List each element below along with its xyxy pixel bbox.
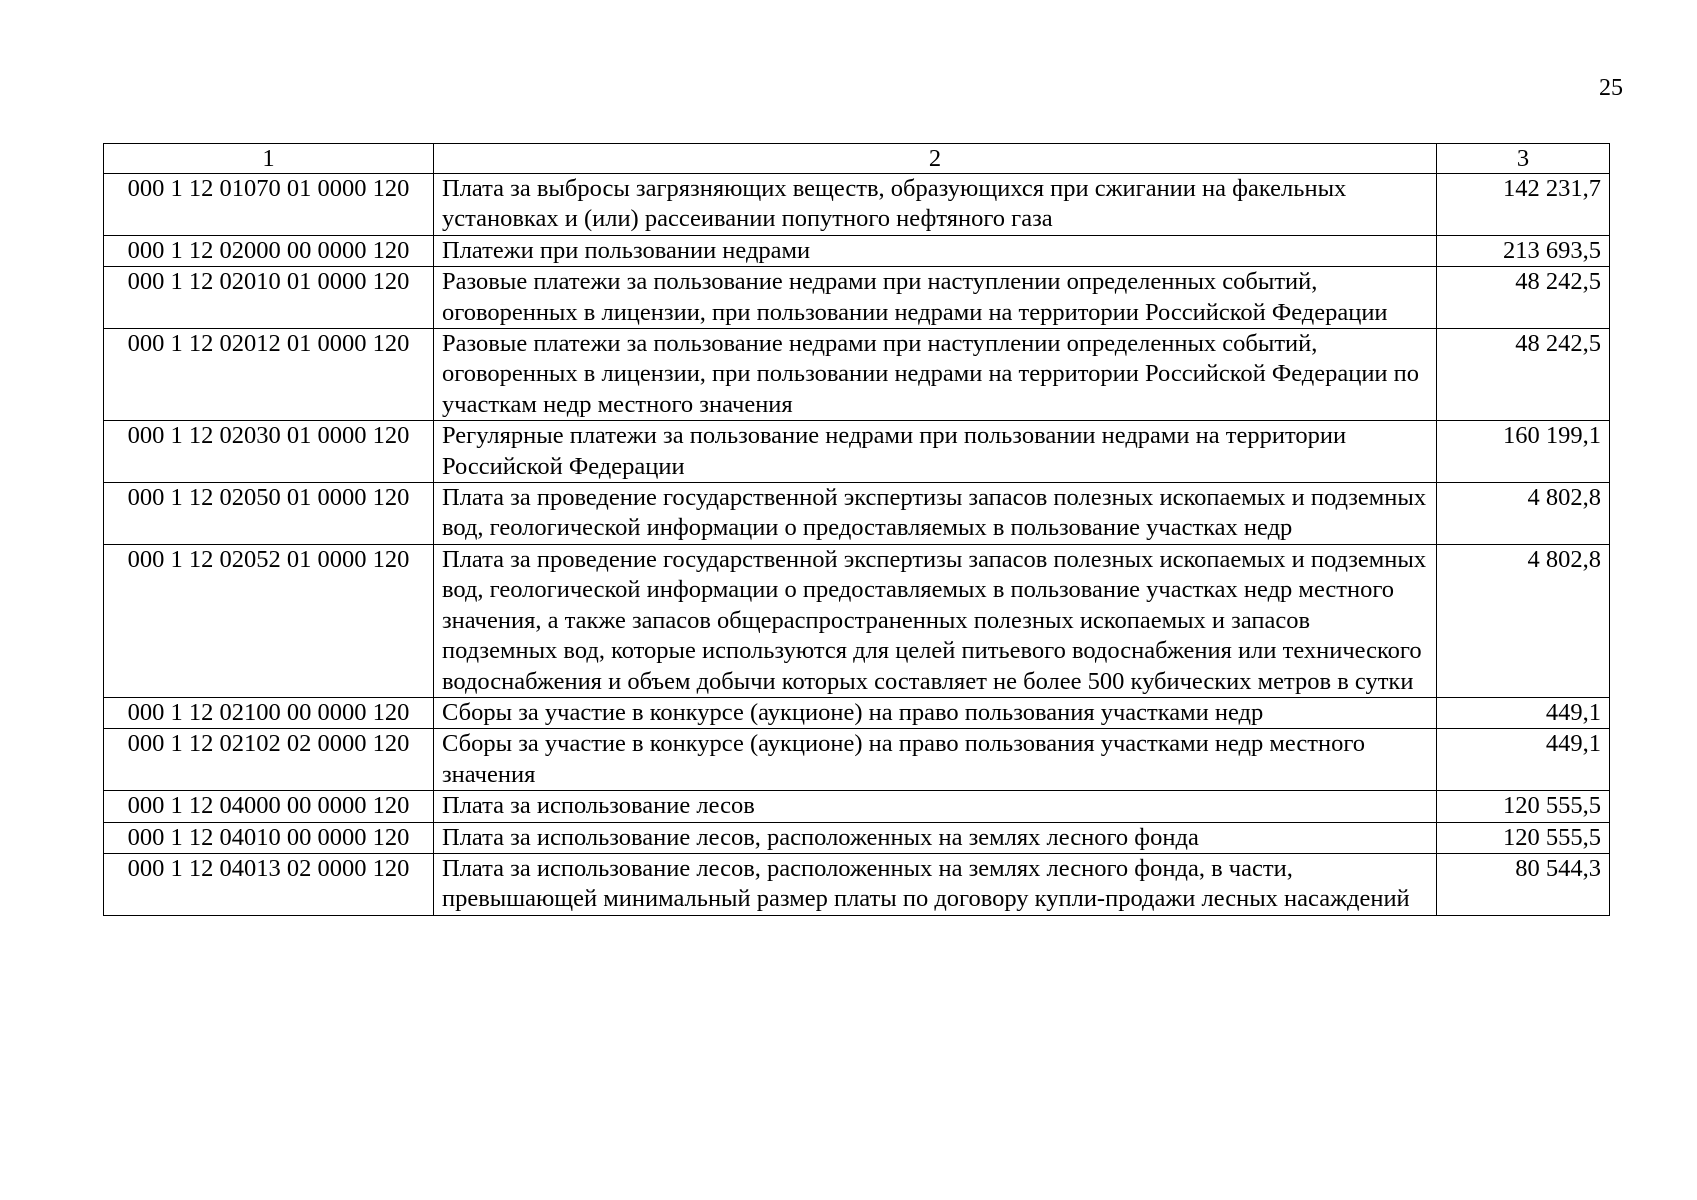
row-name: Плата за проведение государственной экспертизы запасов полезных ископаемых и подземных вод, геологической информации о предоставляемых в пользование участках недр местного значения, а также запасов общераспространенных полезных ископаемых и запасов подземных вод, которые используются для целей питьевого водоснабжения или технического водоснабжения и объем добычи которых составляет не более 500 кубических метров в сутки	[434, 544, 1437, 697]
row-code: 000 1 12 02012 01 0000 120	[104, 329, 434, 421]
row-amount: 4 802,8	[1437, 544, 1610, 697]
row-code: 000 1 12 02102 02 0000 120	[104, 729, 434, 791]
row-amount: 48 242,5	[1437, 267, 1610, 329]
table-row	[104, 729, 1610, 791]
table-header	[104, 144, 1610, 174]
row-code: 000 1 12 01070 01 0000 120	[104, 174, 434, 236]
table-row	[104, 544, 1610, 697]
header-col-name: 2	[434, 144, 1437, 174]
row-amount: 120 555,5	[1437, 791, 1610, 822]
table-row	[104, 853, 1610, 915]
row-code: 000 1 12 02000 00 0000 120	[104, 235, 434, 266]
row-name: Регулярные платежи за пользование недрами при пользовании недрами на территории Российской Федерации	[434, 421, 1437, 483]
row-code: 000 1 12 04000 00 0000 120	[104, 791, 434, 822]
header-col-amount: 3	[1437, 144, 1610, 174]
row-amount: 48 242,5	[1437, 329, 1610, 421]
row-name: Плата за проведение государственной экспертизы запасов полезных ископаемых и подземных вод, геологической информации о предоставляемых в пользование участках недр	[434, 483, 1437, 545]
row-code: 000 1 12 04013 02 0000 120	[104, 853, 434, 915]
row-name: Плата за использование лесов, расположенных на землях лесного фонда, в части, превышающей минимальный размер платы по договору купли-продажи лесных насаждений	[434, 853, 1437, 915]
table-row	[104, 697, 1610, 728]
row-name: Сборы за участие в конкурсе (аукционе) на право пользования участками недр местного значения	[434, 729, 1437, 791]
row-name: Плата за использование лесов, расположенных на землях лесного фонда	[434, 822, 1437, 853]
table-row	[104, 329, 1610, 421]
table-row	[104, 174, 1610, 236]
row-code: 000 1 12 04010 00 0000 120	[104, 822, 434, 853]
row-amount: 160 199,1	[1437, 421, 1610, 483]
header-col-code: 1	[104, 144, 434, 174]
row-amount: 142 231,7	[1437, 174, 1610, 236]
row-amount: 80 544,3	[1437, 853, 1610, 915]
budget-table	[103, 143, 1610, 916]
table-body	[104, 174, 1610, 916]
row-name: Плата за выбросы загрязняющих веществ, образующихся при сжигании на факельных установках и (или) рассеивании попутного нефтяного газа	[434, 174, 1437, 236]
table-row	[104, 421, 1610, 483]
row-code: 000 1 12 02050 01 0000 120	[104, 483, 434, 545]
row-amount: 120 555,5	[1437, 822, 1610, 853]
table-row	[104, 483, 1610, 545]
row-name: Сборы за участие в конкурсе (аукционе) на право пользования участками недр	[434, 697, 1437, 728]
row-amount: 213 693,5	[1437, 235, 1610, 266]
row-code: 000 1 12 02052 01 0000 120	[104, 544, 434, 697]
row-name: Разовые платежи за пользование недрами при наступлении определенных событий, оговоренных в лицензии, при пользовании недрами на территории Российской Федерации	[434, 267, 1437, 329]
row-name: Разовые платежи за пользование недрами при наступлении определенных событий, оговоренных в лицензии, при пользовании недрами на территории Российской Федерации по участкам недр местного значения	[434, 329, 1437, 421]
row-name: Плата за использование лесов	[434, 791, 1437, 822]
table-row	[104, 791, 1610, 822]
row-code: 000 1 12 02100 00 0000 120	[104, 697, 434, 728]
row-code: 000 1 12 02030 01 0000 120	[104, 421, 434, 483]
table-row	[104, 235, 1610, 266]
page-number: 25	[1599, 75, 1623, 101]
row-amount: 4 802,8	[1437, 483, 1610, 545]
row-code: 000 1 12 02010 01 0000 120	[104, 267, 434, 329]
table-row	[104, 267, 1610, 329]
row-name: Платежи при пользовании недрами	[434, 235, 1437, 266]
row-amount: 449,1	[1437, 729, 1610, 791]
table-row	[104, 822, 1610, 853]
table-header-row	[104, 144, 1610, 174]
row-amount: 449,1	[1437, 697, 1610, 728]
